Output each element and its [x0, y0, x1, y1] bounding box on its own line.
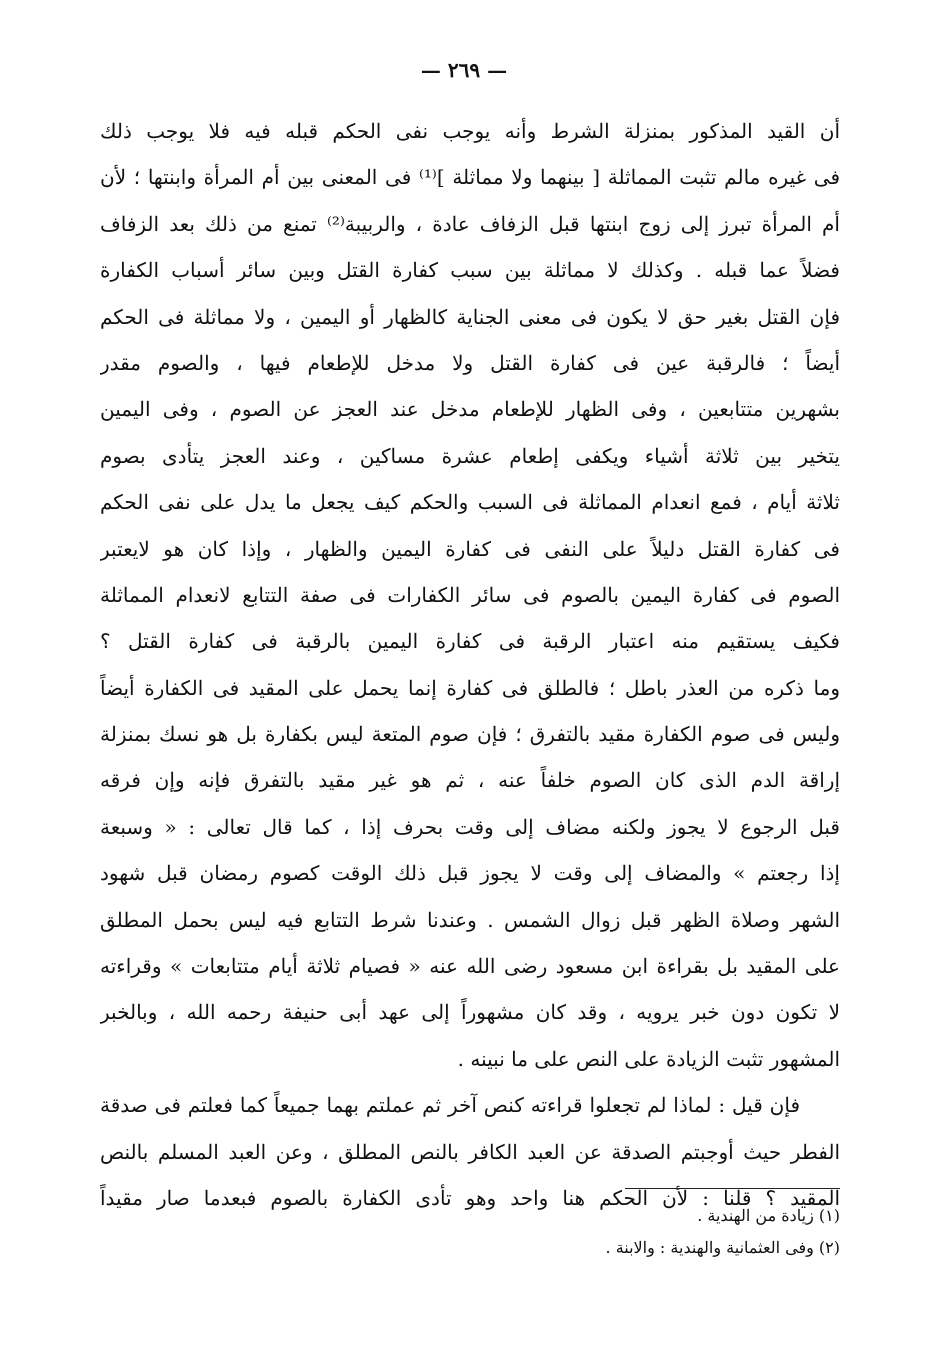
footnote: (١) زيادة من الهندية .	[697, 1206, 840, 1225]
text-line: أم المرأة تبرز إلى زوج ابنتها قبل الزفاف عادة ، والربيبة⁽²⁾ تمنع من ذلك بعد الزفاف	[100, 211, 840, 236]
text-line: فكيف يستقيم منه اعتبار الرقبة فى كفارة اليمين بالرقبة فى كفارة القتل ؟	[100, 629, 840, 654]
text-line: لا تكون دون خبر يرويه ، وقد كان مشهوراً إلى عهد أبى حنيفة رحمه الله ، وبالخبر	[100, 1000, 840, 1025]
footnote: (٢) وفى العثمانية والهندية : والابنة .	[605, 1238, 840, 1257]
text-line: أن القيد المذكور بمنزلة الشرط وأنه يوجب نفى الحكم قبله فيه فلا يوجب ذلك	[100, 119, 840, 143]
text-line: بشهرين متتابعين ، وفى الظهار للإطعام مدخل عند العجز عن الصوم ، وفى اليمين	[100, 397, 840, 422]
text-line: وما ذكره من العذر باطل ؛ فالطلق فى كفارة إنما يحمل على المقيد فى الكفارة أيضاً	[100, 675, 840, 700]
text-line: فإن القتل بغير حق لا يكون فى معنى الجناية كالظهار أو اليمين ، ولا مماثلة فى الحكم	[100, 304, 840, 329]
footnotes	[300, 1200, 840, 1264]
text-line: إراقة الدم الذى كان الصوم خلفاً عنه ، ثم هو غير مقيد بالتفرق فإنه وإن فرقه	[100, 768, 840, 793]
text-line: وليس فى صوم الكفارة مقيد بالتفرق ؛ فإن صوم المتعة ليس بكفارة بل هو نسك بمنزلة	[100, 722, 840, 747]
page-number: — ٢٦٩ —	[420, 58, 508, 82]
body-text	[100, 108, 840, 1221]
text-line: أيضاً ؛ فالرقبة عين فى كفارة القتل ولا مدخل للإطعام فيها ، والصوم مقدر	[100, 350, 840, 375]
text-line: على المقيد بل بقراءة ابن مسعود رضى الله عنه « فصيام ثلاثة أيام متتابعات » وقراءته	[100, 954, 840, 979]
footnote-divider	[625, 1188, 840, 1189]
text-line: قبل الرجوع لا يجوز ولكنه مضاف إلى وقت بحرف إذا ، كما قال تعالى : « وسبعة	[100, 814, 840, 839]
text-line: الشهر وصلاة الظهر قبل زوال الشمس . وعندنا شرط التتابع فيه ليس بحمل المطلق	[100, 907, 840, 932]
text-line: الفطر حيث أوجبتم الصدقة عن العبد الكافر بالنص المطلق ، وعن العبد المسلم بالنص	[100, 1139, 840, 1164]
text-line: ثلاثة أيام ، فمع انعدام المماثلة فى السبب والحكم كيف يجعل ما يدل على نفى الحكم	[100, 490, 840, 515]
text-line: الصوم فى كفارة اليمين بالصوم فى سائر الكفارات فى صفة التتابع لانعدام المماثلة	[100, 582, 840, 607]
text-line: يتخير بين ثلاثة أشياء ويكفى إطعام عشرة مساكين ، وعند العجز يتأدى بصوم	[100, 443, 840, 468]
text-line: المشهور تثبت الزيادة على النص على ما نبينه .	[457, 1046, 840, 1071]
text-line: فى كفارة القتل دليلاً على النفى فى كفارة اليمين والظهار ، وإذا كان هو لايعتبر	[100, 536, 840, 561]
text-line: إذا رجعتم » والمضاف إلى وقت لا يجوز قبل ذلك الوقت كصوم رمضان قبل شهود	[100, 861, 840, 886]
text-line: المقيد ؟ قلنا : لأن الحكم هنا واحد وهو تأدى الكفارة بالصوم فبعدما صار مقيداً	[100, 1185, 840, 1210]
text-line: فضلاً عما قبله . وكذلك لا مماثلة بين سبب كفارة القتل وبين سائر أسباب الكفارة	[100, 258, 840, 283]
text-line: فى غيره مالم تثبت المماثلة [ بينهما ولا مماثلة ]⁽¹⁾ فى المعنى بين أم المرأة وابنتها ؛ لأن	[100, 165, 840, 190]
text-line: فإن قيل : لماذا لم تجعلوا قراءته كنص آخر ثم عملتم بهما جميعاً كما فعلتم فى صدقة	[100, 1093, 800, 1118]
